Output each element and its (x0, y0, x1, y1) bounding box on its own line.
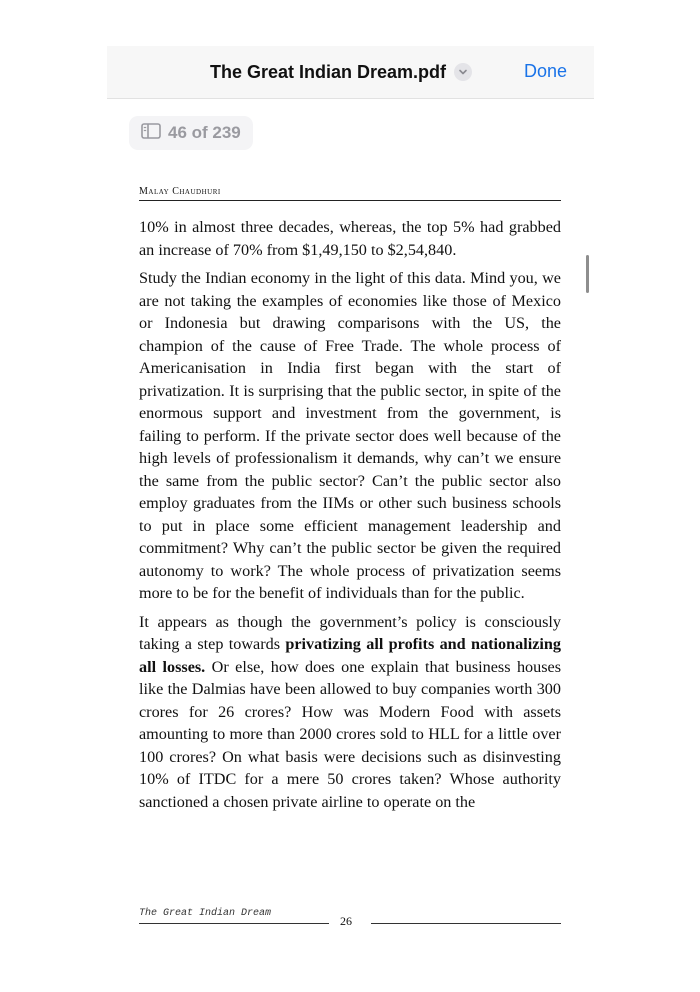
paragraph: 10% in almost three decades, whereas, the top 5% had grabbed an increase of 70% from $1,49,150 to $2,54,840. (139, 218, 561, 259)
done-button[interactable]: Done (524, 61, 568, 81)
footer-rule (371, 923, 561, 924)
document-title-menu[interactable] (210, 60, 472, 84)
page-indicator[interactable] (129, 116, 253, 150)
paragraph: Study the Indian economy in the light of this data. Mind you, we are not taking the examples of economies like those of Mexico or Indonesia but drawing comparisons with the US, the champion of the cause of Free Trade. The whole process of Americanisation in India first began with the start of privatization. It is surprising that the public sector, in spite of the enormous support and investment from the government, is failing to perform. If the private sector does well because of the high levels of professionalism it demands, why can’t we ensure the same from the public sector? Can’t the public sector also employ graduates from the IIMs or other such business schools to put in place some efficient management leadership and commitment? Why can’t the public sector be given the required autonomy to work? The whole process of privatization seems more to be for the benefit of individuals than for the public. (139, 269, 561, 602)
paragraph-text: It appears as though the government’s policy is consciously taking a step towards (139, 612, 561, 653)
sidebar-icon (141, 123, 161, 144)
scroll-indicator[interactable] (586, 255, 589, 293)
pdf-viewer (107, 46, 594, 952)
pdf-page (139, 186, 561, 813)
footer-rule (139, 923, 329, 924)
footer-title: The Great Indian Dream (139, 908, 272, 919)
paragraph-text: Or else, how does one explain that business houses like the Dalmias have been allowed to buy companies worth 300 crores for 26 crores? How was Modern Food with assets amounting to more than 2000 crores sold to HLL for a little over 100 crores? On what basis were decisions such as disinvesting 10% of ITDC for a mere 50 crores taken? Whose authority sanctioned a chosen private airline to operate on the (139, 657, 562, 811)
page-number: 26 (340, 914, 352, 928)
paragraph (139, 611, 561, 814)
chevron-down-icon[interactable] (454, 63, 472, 81)
navigation-bar (107, 46, 594, 99)
page-indicator-label: 46 of 239 (168, 123, 241, 142)
running-head: Malay Chaudhuri (139, 186, 561, 201)
page-footer (139, 908, 561, 928)
document-title[interactable]: The Great Indian Dream.pdf (210, 61, 447, 82)
bold-emphasis: privatizing all profits and nationalizing all losses. (139, 635, 561, 676)
